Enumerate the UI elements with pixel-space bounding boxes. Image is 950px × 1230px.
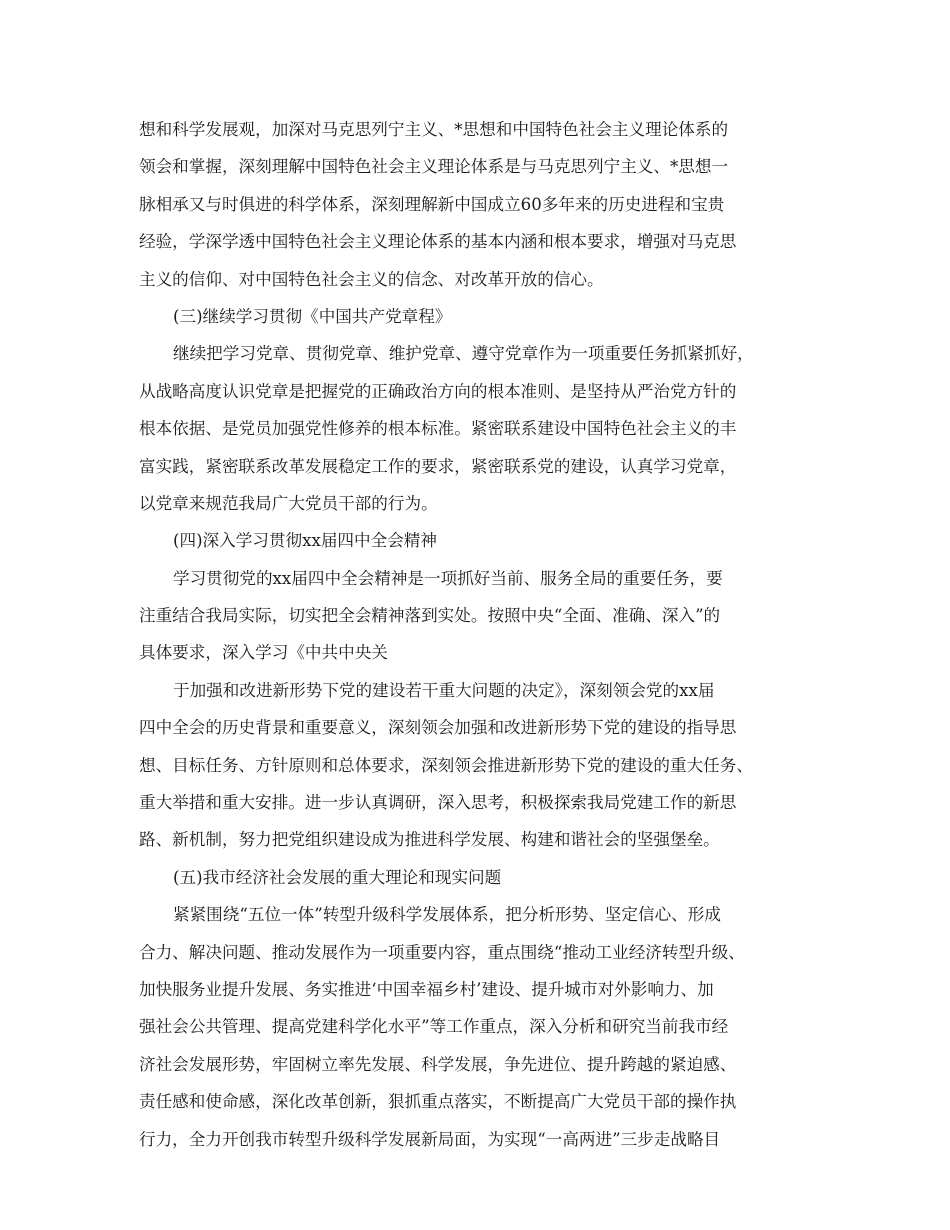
body-text-line: 具体要求，深入学习《中共中央关 [139, 643, 388, 663]
paragraph-first-line: 于加强和改进新形势下党的建设若干重大问题的决定》，深刻领会党的xx届 [173, 680, 715, 700]
section-heading-4: (四)深入学习贯彻xx届四中全会精神 [173, 531, 437, 551]
paragraph-first-line: 继续把学习党章、贯彻党章、维护党章、遵守党章作为一项重要任务抓紧抓好， [173, 344, 754, 364]
section-heading-3: (三)继续学习贯彻《中国共产党章程》 [173, 306, 452, 326]
body-text-line: 路、新机制，努力把党组织建设成为推进科学发展、构建和谐社会的坚强堡垒。 [139, 830, 720, 850]
body-text-line: 经验，学深学透中国特色社会主义理论体系的基本内涵和根本要求，增强对马克思 [139, 232, 737, 252]
section-heading-5: (五)我市经济社会发展的重大理论和现实问题 [173, 867, 502, 887]
body-text-line: 四中全会的历史背景和重要意义，深刻领会加强和改进新形势下党的建设的指导思 [139, 718, 737, 738]
body-text-line: 主义的信仰、对中国特色社会主义的信念、对改革开放的信心。 [139, 269, 604, 289]
body-text-line: 富实践，紧密联系改革发展稳定工作的要求，紧密联系党的建设，认真学习党章， [139, 456, 737, 476]
body-text-line: 责任感和使命感，深化改革创新，狠抓重点落实，不断提高广大党员干部的操作执 [139, 1092, 737, 1112]
document-body [139, 111, 829, 1158]
body-text-line: 强社会公共管理、提高党建科学化水平”等工作重点，深入分析和研究当前我市经 [139, 1017, 729, 1037]
body-text-line: 从战略高度认识党章是把握党的正确政治方向的根本准则、是坚持从严治党方针的 [139, 381, 737, 401]
body-text-line: 根本依据、是党员加强党性修养的根本标准。紧密联系建设中国特色社会主义的丰 [139, 419, 737, 439]
paragraph-first-line: 紧紧围绕“五位一体”转型升级科学发展体系，把分析形势、坚定信心、形成 [173, 905, 721, 925]
body-text-line: 行力，全力开创我市转型升级科学发展新局面，为实现“一高两进”三步走战略目 [139, 1129, 721, 1149]
body-text-line: 注重结合我局实际，切实把全会精神落到实处。按照中央“全面、准确、深入”的 [139, 606, 721, 626]
body-text-line: 想和科学发展观，加深对马克思列宁主义、*思想和中国特色社会主义理论体系的 [139, 120, 729, 139]
body-text-line: 以党章来规范我局广大党员干部的行为。 [139, 493, 438, 513]
body-text-line: 领会和掌握，深刻理解中国特色社会主义理论体系是与马克思列宁主义、*思想一 [139, 157, 729, 177]
body-text-line: 济社会发展形势，牢固树立率先发展、科学发展，争先进位、提升跨越的紧迫感、 [139, 1054, 737, 1074]
body-text-line: 脉相承又与时俱进的科学体系，深刻理解新中国成立60多年来的历史进程和宝贵 [139, 194, 725, 214]
body-text-line: 想、目标任务、方针原则和总体要求，深刻领会推进新形势下党的建设的重大任务、 [139, 755, 753, 775]
body-text-line: 重大举措和重大安排。进一步认真调研，深入思考，积极探索我局党建工作的新思 [139, 793, 737, 813]
body-text-line: 加快服务业提升发展、务实推进‘中国幸福乡村’建设、提升城市对外影响力、加 [139, 979, 714, 999]
paragraph-first-line: 学习贯彻党的xx届四中全会精神是一项抓好当前、服务全局的重要任务，要 [173, 568, 723, 588]
body-text-line: 合力、解决问题、推动发展作为一项重要内容，重点围绕“推动工业经济转型升级、 [139, 942, 745, 962]
